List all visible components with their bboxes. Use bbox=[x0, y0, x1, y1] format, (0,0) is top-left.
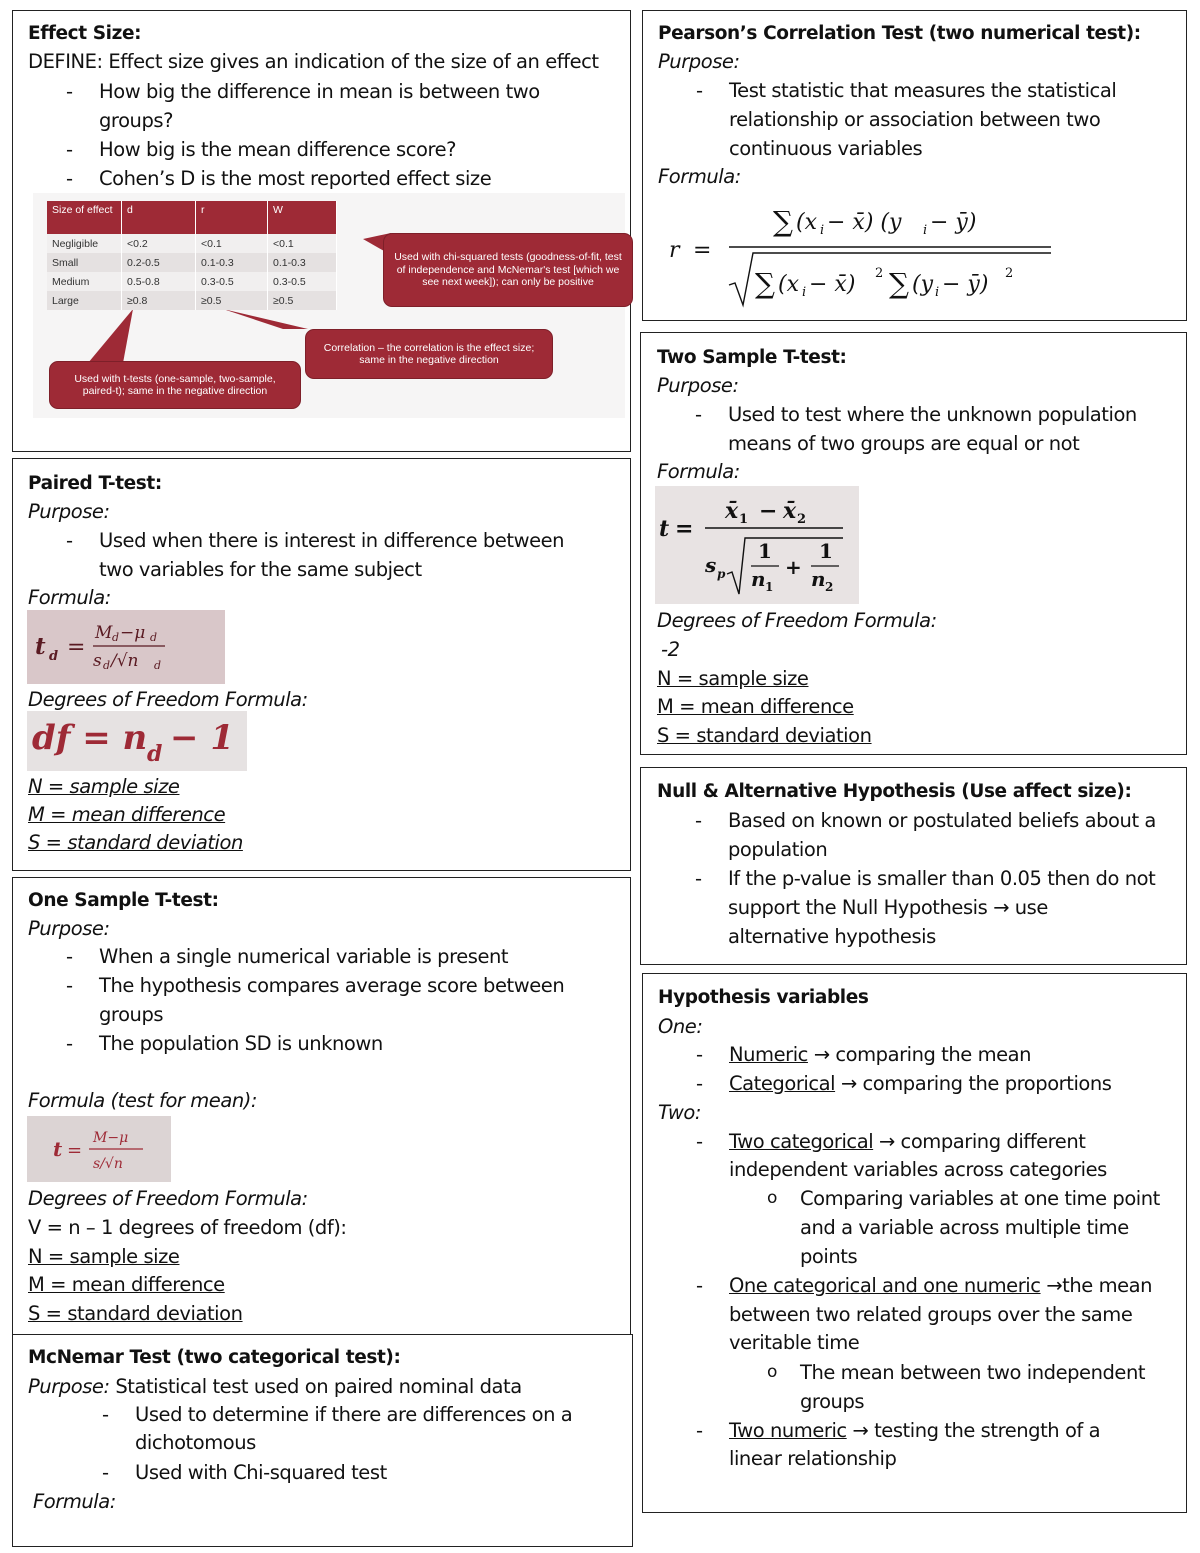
df-label: Degrees of Freedom Formula: bbox=[28, 1187, 308, 1210]
sub-bullet: o Comparing variables at one time point bbox=[800, 1184, 1160, 1213]
svg-text:∑: ∑ bbox=[755, 267, 775, 300]
bullet-cont: between two related groups over the same bbox=[729, 1303, 1133, 1326]
callout-r: Correlation – the correlation is the effect size; same in the negative direction bbox=[305, 329, 553, 379]
paired-t-test-section bbox=[12, 458, 631, 871]
svg-text:d: d bbox=[150, 631, 158, 644]
df-value: -2 bbox=[661, 638, 680, 661]
svg-text:−: − bbox=[759, 498, 778, 524]
section-title: Two Sample T-test: bbox=[657, 347, 847, 368]
bullet-cont: two variables for the same subject bbox=[99, 558, 422, 581]
bullet: - Used to determine if there are differences on a bbox=[135, 1400, 572, 1429]
effect-size-figure bbox=[33, 193, 625, 418]
table-header: d bbox=[122, 201, 196, 234]
df-formula: df = n d − 1 bbox=[27, 711, 247, 771]
svg-text:/√n: /√n bbox=[111, 651, 139, 671]
svg-text:1: 1 bbox=[739, 512, 749, 527]
table-cell: 0.3-0.5 bbox=[268, 272, 337, 291]
bullet: - Two categorical → comparing different bbox=[729, 1127, 1085, 1156]
paired-t-formula bbox=[27, 610, 225, 684]
bullet: - Used to test where the unknown population bbox=[728, 400, 1137, 429]
bullet-cont: groups bbox=[99, 1003, 164, 1026]
bullet: - How big is the mean difference score? bbox=[99, 135, 456, 164]
sub-bullet: o The mean between two independent bbox=[800, 1358, 1145, 1387]
table-cell: 0.5-0.8 bbox=[122, 272, 196, 291]
svg-text:2: 2 bbox=[875, 266, 884, 281]
table-cell: ≥0.8 bbox=[122, 291, 196, 310]
formula-label: Formula: bbox=[28, 586, 111, 609]
table-cell: ≥0.5 bbox=[196, 291, 268, 310]
definition-s: S = standard deviation bbox=[28, 1302, 243, 1325]
svg-text:∑: ∑ bbox=[889, 267, 909, 300]
purpose-label: Purpose: bbox=[28, 500, 110, 523]
bullet: - The hypothesis compares average score between bbox=[99, 971, 564, 1000]
df-text: V = n – 1 degrees of freedom (df): bbox=[28, 1216, 347, 1239]
formula-label: Formula: bbox=[33, 1490, 116, 1513]
bullet-cont: dichotomous bbox=[135, 1431, 256, 1454]
definition-m: M = mean difference bbox=[657, 695, 854, 718]
bullet-cont: means of two groups are equal or not bbox=[728, 432, 1080, 455]
bullet-cont: population bbox=[728, 838, 828, 861]
section-title: Pearson’s Correlation Test (two numerical test): bbox=[658, 23, 1141, 44]
purpose-text: Statistical test used on paired nominal data bbox=[109, 1375, 522, 1398]
svg-text:i: i bbox=[935, 285, 940, 300]
svg-text:d: d bbox=[154, 659, 162, 672]
svg-text:n: n bbox=[811, 567, 826, 591]
bullet-cont: relationship or association between two bbox=[729, 108, 1101, 131]
section-title: Paired T-test: bbox=[28, 473, 162, 494]
bullet-cont: independent variables across categories bbox=[729, 1158, 1107, 1181]
two-sample-t-test-section bbox=[640, 332, 1187, 755]
svg-text:x̄: x̄ bbox=[783, 498, 797, 524]
section-title: Null & Alternative Hypothesis (Use affect size): bbox=[657, 781, 1132, 802]
table-row bbox=[47, 291, 337, 310]
one-sample-t-test-section bbox=[12, 877, 631, 1336]
purpose-label: Purpose: bbox=[28, 1375, 110, 1398]
sub-bullet-cont: points bbox=[800, 1245, 858, 1268]
section-title: Effect Size: bbox=[28, 23, 142, 44]
table-header: Size of effect bbox=[47, 201, 122, 234]
bullet-cont: groups? bbox=[99, 109, 173, 132]
table-header: W bbox=[268, 201, 337, 234]
definition-n: N = sample size bbox=[657, 667, 809, 690]
svg-text:2: 2 bbox=[1005, 266, 1014, 281]
sub-bullet-cont: and a variable across multiple time bbox=[800, 1216, 1129, 1239]
svg-text:+: + bbox=[785, 555, 802, 579]
svg-text:(x: (x bbox=[778, 272, 799, 297]
svg-text:s/√n: s/√n bbox=[93, 1156, 123, 1172]
svg-text:−μ: −μ bbox=[120, 623, 146, 643]
mcnemar-test-section bbox=[12, 1334, 633, 1547]
svg-text:x̄: x̄ bbox=[725, 498, 739, 524]
table-cell: <0.1 bbox=[268, 234, 337, 253]
definition-s: S = standard deviation bbox=[657, 724, 872, 747]
bullet-cont: veritable time bbox=[729, 1331, 860, 1354]
svg-text:d: d bbox=[103, 659, 111, 672]
svg-text:d: d bbox=[112, 631, 120, 644]
effect-size-section bbox=[12, 10, 631, 452]
sub-bullet-cont: groups bbox=[800, 1390, 865, 1413]
svg-text:t: t bbox=[659, 516, 670, 542]
purpose-label: Purpose: bbox=[28, 917, 110, 940]
table-cell: <0.1 bbox=[196, 234, 268, 253]
df-label: Degrees of Freedom Formula: bbox=[28, 688, 308, 711]
bullet-cont: alternative hypothesis bbox=[728, 925, 936, 948]
null-alternative-hypothesis-section bbox=[640, 767, 1187, 965]
bullet: - How big the difference in mean is between two bbox=[99, 77, 540, 106]
effect-size-table bbox=[47, 201, 337, 310]
svg-text:− ȳ): − ȳ) bbox=[930, 210, 977, 235]
svg-text:i: i bbox=[820, 223, 825, 238]
bullet: - Numeric → comparing the mean bbox=[729, 1040, 1031, 1069]
svg-text:2: 2 bbox=[797, 512, 807, 527]
table-cell: 0.1-0.3 bbox=[196, 253, 268, 272]
svg-text:M−μ: M−μ bbox=[93, 1130, 129, 1146]
definition-n: N = sample size bbox=[28, 775, 180, 798]
table-header: r bbox=[196, 201, 268, 234]
table-cell: Negligible bbox=[47, 234, 122, 253]
bullet: - Test statistic that measures the statistical bbox=[729, 76, 1116, 105]
svg-text:1: 1 bbox=[765, 580, 774, 594]
one-sample-formula bbox=[27, 1116, 171, 1182]
svg-text:d: d bbox=[49, 649, 59, 664]
table-cell: 0.2-0.5 bbox=[122, 253, 196, 272]
svg-text:(x: (x bbox=[796, 210, 817, 235]
table-row bbox=[47, 234, 337, 253]
two-label: Two: bbox=[658, 1101, 701, 1124]
bullet: - Based on known or postulated beliefs about a bbox=[728, 806, 1156, 835]
hypothesis-variables-section bbox=[642, 973, 1187, 1513]
section-title: McNemar Test (two categorical test): bbox=[28, 1347, 401, 1368]
svg-text:p: p bbox=[717, 567, 726, 581]
one-label: One: bbox=[658, 1015, 703, 1038]
svg-text:i: i bbox=[802, 285, 807, 300]
formula-label: Formula: bbox=[657, 460, 740, 483]
table-cell: Small bbox=[47, 253, 122, 272]
definition-m: M = mean difference bbox=[28, 1273, 225, 1296]
svg-text:− x̄) (y: − x̄) (y bbox=[827, 210, 902, 235]
bullet-cont: support the Null Hypothesis → use bbox=[728, 896, 1048, 919]
table-cell: Large bbox=[47, 291, 122, 310]
table-cell: <0.2 bbox=[122, 234, 196, 253]
definition: DEFINE: Effect size gives an indication of the size of an effect bbox=[28, 50, 599, 73]
definition-s: S = standard deviation bbox=[28, 831, 243, 854]
bullet: - If the p-value is smaller than 0.05 then do not bbox=[728, 864, 1155, 893]
bullet: - One categorical and one numeric →the mean bbox=[729, 1271, 1152, 1300]
svg-text:=: = bbox=[67, 635, 86, 660]
svg-text:=: = bbox=[67, 1140, 83, 1161]
bullet-cont: continuous variables bbox=[729, 137, 923, 160]
definition-n: N = sample size bbox=[28, 1245, 180, 1268]
bullet: - Categorical → comparing the proportions bbox=[729, 1069, 1112, 1098]
purpose-label: Purpose: bbox=[657, 374, 739, 397]
pearson-correlation-section bbox=[642, 10, 1187, 321]
svg-text:t: t bbox=[53, 1137, 63, 1161]
formula-label: Formula: bbox=[658, 165, 741, 188]
table-cell: Medium bbox=[47, 272, 122, 291]
svg-text:i: i bbox=[923, 223, 928, 238]
bullet: - Used with Chi-squared test bbox=[135, 1458, 387, 1487]
bullet: - Cohen’s D is the most reported effect size bbox=[99, 164, 491, 193]
bullet: - Used when there is interest in difference between bbox=[99, 526, 564, 555]
svg-text:s: s bbox=[705, 553, 717, 577]
svg-text:2: 2 bbox=[825, 580, 834, 594]
table-row bbox=[47, 253, 337, 272]
svg-text:s: s bbox=[93, 651, 102, 671]
pearson-formula bbox=[663, 197, 1063, 309]
purpose-line bbox=[28, 1372, 522, 1401]
table-cell: 0.1-0.3 bbox=[268, 253, 337, 272]
svg-text:r: r bbox=[669, 238, 680, 263]
svg-text:1: 1 bbox=[758, 539, 772, 563]
bullet: - Two numeric → testing the strength of a bbox=[729, 1416, 1100, 1445]
svg-text:1: 1 bbox=[819, 539, 833, 563]
svg-text:n: n bbox=[751, 567, 766, 591]
svg-text:=: = bbox=[675, 516, 694, 542]
table-cell: ≥0.5 bbox=[268, 291, 337, 310]
callout-d: Used with t-tests (one-sample, two-sample, paired-t); same in the negative direction bbox=[49, 361, 301, 409]
svg-text:− x̄): − x̄) bbox=[809, 272, 856, 297]
bullet-cont: linear relationship bbox=[729, 1447, 897, 1470]
definition-m: M = mean difference bbox=[28, 803, 226, 826]
two-sample-formula bbox=[655, 486, 859, 604]
table-row bbox=[47, 272, 337, 291]
svg-text:∑: ∑ bbox=[773, 205, 793, 238]
section-title: One Sample T-test: bbox=[28, 890, 219, 911]
bullet: - When a single numerical variable is present bbox=[99, 942, 508, 971]
svg-text:(y: (y bbox=[912, 272, 934, 297]
svg-text:M: M bbox=[95, 623, 113, 643]
callout-w: Used with chi-squared tests (goodness-of-fit, test of independence and McNemar's test [which we see next week]); can only be positive bbox=[383, 233, 633, 307]
svg-text:t: t bbox=[35, 633, 46, 660]
purpose-label: Purpose: bbox=[658, 50, 740, 73]
svg-text:=: = bbox=[693, 238, 712, 263]
df-label: Degrees of Freedom Formula: bbox=[657, 609, 937, 632]
bullet: - The population SD is unknown bbox=[99, 1029, 383, 1058]
formula-label: Formula (test for mean): bbox=[28, 1089, 258, 1112]
section-title: Hypothesis variables bbox=[658, 987, 869, 1008]
svg-text:− ȳ): − ȳ) bbox=[942, 272, 989, 297]
table-cell: 0.3-0.5 bbox=[196, 272, 268, 291]
